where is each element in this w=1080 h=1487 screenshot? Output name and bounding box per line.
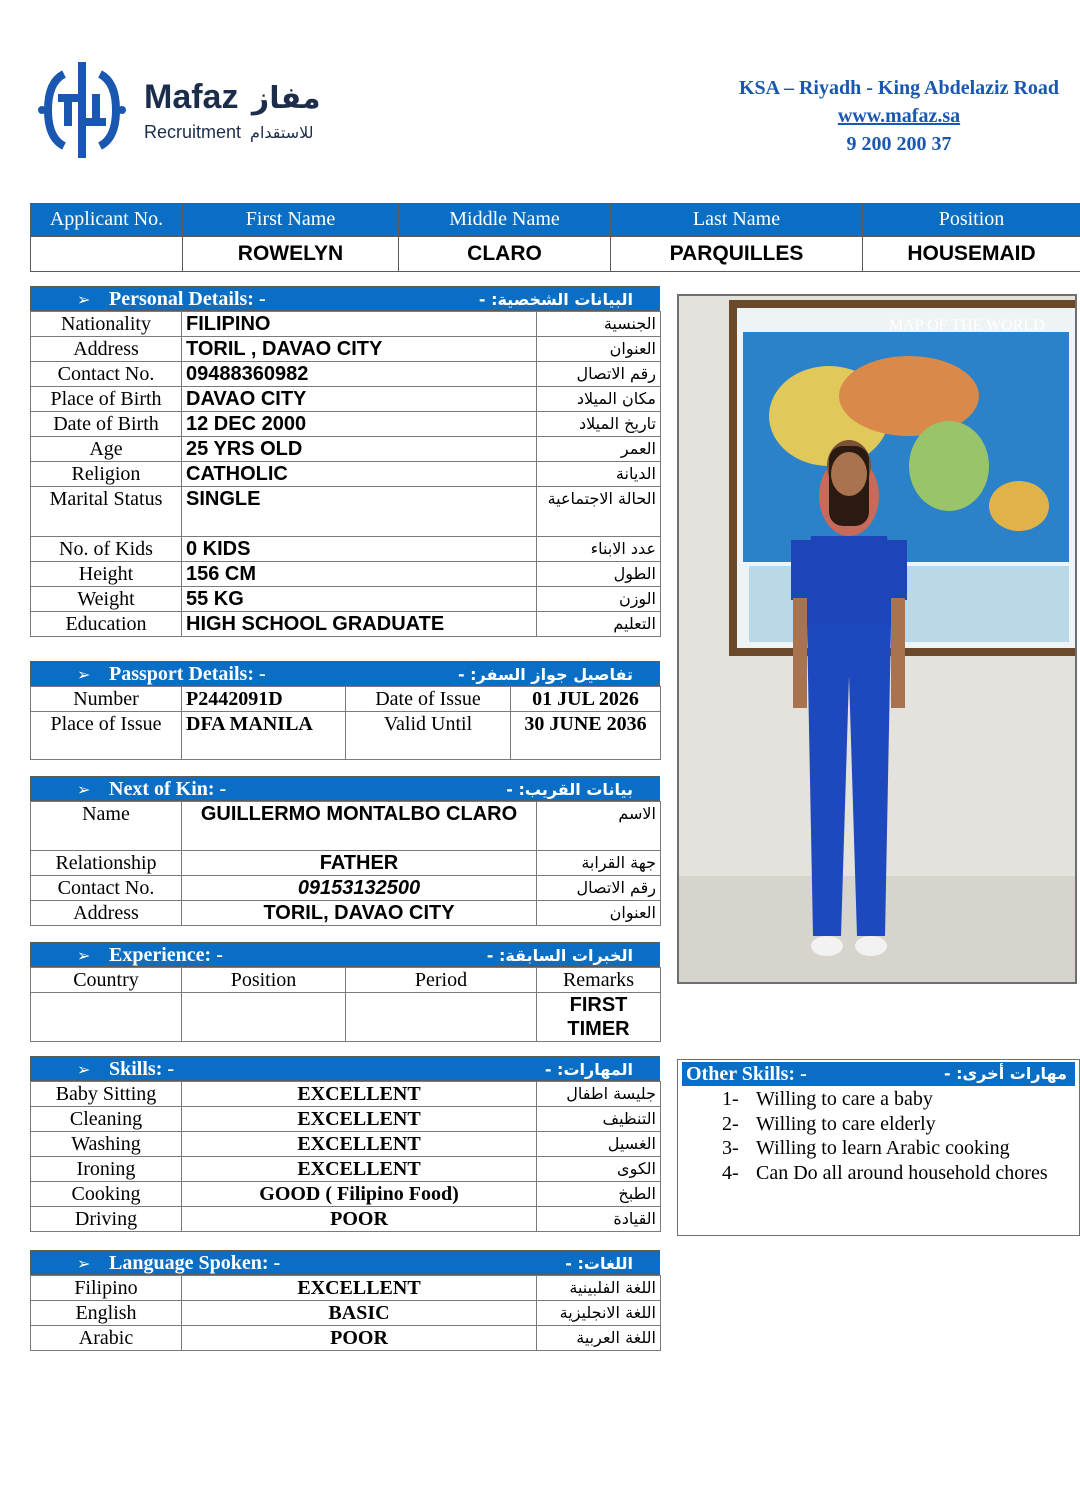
experience-remarks-value: FIRST TIMER <box>537 993 661 1042</box>
applicant-no-value <box>31 237 183 272</box>
language-label: English <box>31 1301 182 1326</box>
personal-row <box>31 537 661 562</box>
language-value: POOR <box>182 1326 537 1351</box>
other-skill-item <box>722 1087 1048 1112</box>
personal-label: Date of Birth <box>31 412 182 437</box>
personal-value: FILIPINO <box>182 312 537 337</box>
personal-row <box>31 337 661 362</box>
passport-number-label: Number <box>31 687 182 712</box>
skill-label: Baby Sitting <box>31 1082 182 1107</box>
place-of-issue-label: Place of Issue <box>31 712 182 760</box>
kin-label: Name <box>31 802 182 851</box>
arrow-icon: ➢ <box>77 946 91 965</box>
personal-label: Education <box>31 612 182 637</box>
other-skill-text: Willing to care a baby <box>756 1088 933 1110</box>
logo-subtitle-ar: للاستقدام <box>250 123 314 142</box>
section-title-ar: البيانات الشخصية: - <box>478 290 633 309</box>
other-skill-text: Can Do all around household chores <box>756 1161 1048 1184</box>
kin-label-ar: الاسم <box>537 802 661 851</box>
section-title-ar: المهارات: - <box>544 1060 633 1079</box>
skill-value: POOR <box>182 1207 537 1232</box>
skill-label-ar: الطبخ <box>537 1182 661 1207</box>
language-label-ar: اللغة الفلبينية <box>537 1276 661 1301</box>
mafaz-logo-icon <box>34 60 130 160</box>
experience-col-position: Position <box>182 968 346 993</box>
personal-value: 12 DEC 2000 <box>182 412 537 437</box>
header-applicant-no: Applicant No. <box>31 204 183 237</box>
logo-subtitle-en: Recruitment <box>144 122 242 142</box>
personal-label: Age <box>31 437 182 462</box>
valid-until-label: Valid Until <box>346 712 511 760</box>
skill-row <box>31 1157 661 1182</box>
other-skills-box <box>677 1059 1080 1236</box>
personal-label-ar: التعليم <box>537 612 661 637</box>
other-skill-number: 2- <box>722 1112 739 1135</box>
personal-label-ar: الجنسية <box>537 312 661 337</box>
skill-label: Washing <box>31 1132 182 1157</box>
skill-row <box>31 1207 661 1232</box>
personal-label: Religion <box>31 462 182 487</box>
kin-row <box>31 901 661 926</box>
language-row <box>31 1301 661 1326</box>
kin-value: 09153132500 <box>182 876 537 901</box>
personal-value: 25 YRS OLD <box>182 437 537 462</box>
other-skill-number: 3- <box>722 1137 739 1159</box>
other-skill-item <box>722 1112 1048 1137</box>
personal-label: Weight <box>31 587 182 612</box>
personal-row <box>31 362 661 387</box>
skill-value: EXCELLENT <box>182 1082 537 1107</box>
kin-row <box>31 851 661 876</box>
section-title-ar: تفاصيل جواز السفر: - <box>457 665 633 684</box>
personal-label-ar: العنوان <box>537 337 661 362</box>
personal-row <box>31 387 661 412</box>
experience-header <box>30 942 660 967</box>
personal-value: SINGLE <box>182 487 537 537</box>
other-skill-item <box>722 1136 1048 1161</box>
skill-label: Cleaning <box>31 1107 182 1132</box>
passport-details-header <box>30 661 660 686</box>
personal-details-table <box>30 311 661 637</box>
other-skill-text: Willing to learn Arabic cooking <box>756 1137 1010 1159</box>
photo-illustration <box>679 296 1075 982</box>
skill-label: Ironing <box>31 1157 182 1182</box>
personal-label-ar: الديانة <box>537 462 661 487</box>
section-title-ar: الخبرات السابقة: - <box>486 946 633 965</box>
experience-position-value <box>182 993 346 1042</box>
personal-row <box>31 462 661 487</box>
header-middle-name: Middle Name <box>399 204 611 237</box>
other-skill-text: Willing to care elderly <box>756 1112 936 1135</box>
skill-label-ar: الغسيل <box>537 1132 661 1157</box>
personal-row <box>31 487 661 537</box>
language-label-ar: اللغة العربية <box>537 1326 661 1351</box>
skills-header <box>30 1056 660 1081</box>
personal-row <box>31 437 661 462</box>
company-logo <box>34 60 344 164</box>
applicant-photo <box>677 294 1077 984</box>
other-skills-header <box>682 1062 1075 1086</box>
language-spoken-header <box>30 1250 660 1275</box>
arrow-icon: ➢ <box>77 1254 91 1273</box>
arrow-icon: ➢ <box>77 1060 91 1079</box>
language-value: EXCELLENT <box>182 1276 537 1301</box>
skill-label: Cooking <box>31 1182 182 1207</box>
personal-row <box>31 587 661 612</box>
contact-block <box>720 74 1078 158</box>
personal-row <box>31 612 661 637</box>
skill-label: Driving <box>31 1207 182 1232</box>
kin-value: GUILLERMO MONTALBO CLARO <box>182 802 537 851</box>
skill-row <box>31 1132 661 1157</box>
personal-value: 156 CM <box>182 562 537 587</box>
experience-col-country: Country <box>31 968 182 993</box>
skill-label-ar: التنظيف <box>537 1107 661 1132</box>
kin-label: Address <box>31 901 182 926</box>
section-title: Personal Details: - <box>109 288 266 310</box>
header-first-name: First Name <box>183 204 399 237</box>
personal-row <box>31 562 661 587</box>
skill-row <box>31 1082 661 1107</box>
kin-label-ar: رقم الاتصال <box>537 876 661 901</box>
personal-label-ar: تاريخ الميلاد <box>537 412 661 437</box>
arrow-icon: ➢ <box>77 290 91 309</box>
map-caption: MAP OF THE WORLD <box>889 317 1045 334</box>
middle-name-value: CLARO <box>399 237 611 272</box>
skill-row <box>31 1182 661 1207</box>
experience-country-value <box>31 993 182 1042</box>
kin-row <box>31 876 661 901</box>
first-name-value: ROWELYN <box>183 237 399 272</box>
skills-table <box>30 1081 661 1232</box>
personal-label-ar: عدد الابناء <box>537 537 661 562</box>
position-value: HOUSEMAID <box>863 237 1080 272</box>
personal-value: 09488360982 <box>182 362 537 387</box>
personal-label: Marital Status <box>31 487 182 537</box>
personal-value: 0 KIDS <box>182 537 537 562</box>
personal-label-ar: مكان الميلاد <box>537 387 661 412</box>
passport-number-value: P2442091D <box>182 687 346 712</box>
skill-row <box>31 1107 661 1132</box>
personal-value: 55 KG <box>182 587 537 612</box>
personal-label: Place of Birth <box>31 387 182 412</box>
skill-label-ar: القيادة <box>537 1207 661 1232</box>
applicant-table <box>30 203 1080 272</box>
personal-label-ar: الحالة الاجتماعية <box>537 487 661 537</box>
company-address: KSA – Riyadh - King Abdelaziz Road <box>738 77 1060 99</box>
language-value: BASIC <box>182 1301 537 1326</box>
section-title: Language Spoken: - <box>109 1252 281 1274</box>
experience-col-remarks: Remarks <box>537 968 661 993</box>
kin-row <box>31 802 661 851</box>
logo-text-en: Mafaz <box>144 78 239 116</box>
place-of-issue-value: DFA MANILA <box>182 712 346 760</box>
skill-value: EXCELLENT <box>182 1132 537 1157</box>
other-skill-number: 4- <box>722 1161 739 1184</box>
personal-label-ar: رقم الاتصال <box>537 362 661 387</box>
logo-text-ar: مفاز <box>251 81 321 116</box>
personal-label: Contact No. <box>31 362 182 387</box>
section-title-ar: مهارات أخرى: - <box>943 1064 1067 1083</box>
skill-value: GOOD ( Filipino Food) <box>182 1182 537 1207</box>
arrow-icon: ➢ <box>77 665 91 684</box>
section-title-ar: بيانات القريب: - <box>506 780 633 799</box>
kin-label: Contact No. <box>31 876 182 901</box>
section-title: Skills: - <box>109 1058 175 1080</box>
kin-value: FATHER <box>182 851 537 876</box>
personal-value: DAVAO CITY <box>182 387 537 412</box>
personal-label: Nationality <box>31 312 182 337</box>
other-skill-item <box>722 1161 1048 1186</box>
section-title-ar: اللغات: - <box>565 1254 633 1273</box>
last-name-value: PARQUILLES <box>611 237 863 272</box>
valid-until-value: 30 JUNE 2036 <box>511 712 661 760</box>
personal-label-ar: العمر <box>537 437 661 462</box>
personal-value: HIGH SCHOOL GRADUATE <box>182 612 537 637</box>
kin-label-ar: جهة القرابة <box>537 851 661 876</box>
language-label: Filipino <box>31 1276 182 1301</box>
date-of-issue-value: 01 JUL 2026 <box>511 687 661 712</box>
personal-details-header <box>30 286 660 311</box>
personal-label: No. of Kids <box>31 537 182 562</box>
skill-label-ar: جليسة اطفال <box>537 1082 661 1107</box>
personal-value: CATHOLIC <box>182 462 537 487</box>
header-position: Position <box>863 204 1080 237</box>
personal-label: Address <box>31 337 182 362</box>
language-row <box>31 1326 661 1351</box>
experience-period-value <box>346 993 537 1042</box>
other-skill-number: 1- <box>722 1088 739 1110</box>
personal-label: Height <box>31 562 182 587</box>
next-of-kin-table <box>30 801 661 926</box>
date-of-issue-label: Date of Issue <box>346 687 511 712</box>
passport-details-table <box>30 686 661 760</box>
company-phone: 9 200 200 37 <box>846 133 952 155</box>
skill-value: EXCELLENT <box>182 1107 537 1132</box>
header-last-name: Last Name <box>611 204 863 237</box>
personal-value: TORIL , DAVAO CITY <box>182 337 537 362</box>
section-title: Next of Kin: - <box>109 778 227 800</box>
kin-label-ar: العنوان <box>537 901 661 926</box>
section-title: Other Skills: - <box>686 1063 807 1085</box>
skill-value: EXCELLENT <box>182 1157 537 1182</box>
kin-label: Relationship <box>31 851 182 876</box>
experience-col-period: Period <box>346 968 537 993</box>
personal-row <box>31 312 661 337</box>
experience-table <box>30 967 661 1042</box>
website-link[interactable]: www.mafaz.sa <box>837 105 961 127</box>
personal-label-ar: الوزن <box>537 587 661 612</box>
language-table <box>30 1275 661 1351</box>
skill-label-ar: الكوى <box>537 1157 661 1182</box>
section-title: Experience: - <box>109 944 223 966</box>
language-label: Arabic <box>31 1326 182 1351</box>
language-label-ar: اللغة الانجليزية <box>537 1301 661 1326</box>
arrow-icon: ➢ <box>77 780 91 799</box>
personal-row <box>31 412 661 437</box>
section-title: Passport Details: - <box>109 663 266 685</box>
personal-label-ar: الطول <box>537 562 661 587</box>
language-row <box>31 1276 661 1301</box>
kin-value: TORIL, DAVAO CITY <box>182 901 537 926</box>
next-of-kin-header <box>30 776 660 801</box>
